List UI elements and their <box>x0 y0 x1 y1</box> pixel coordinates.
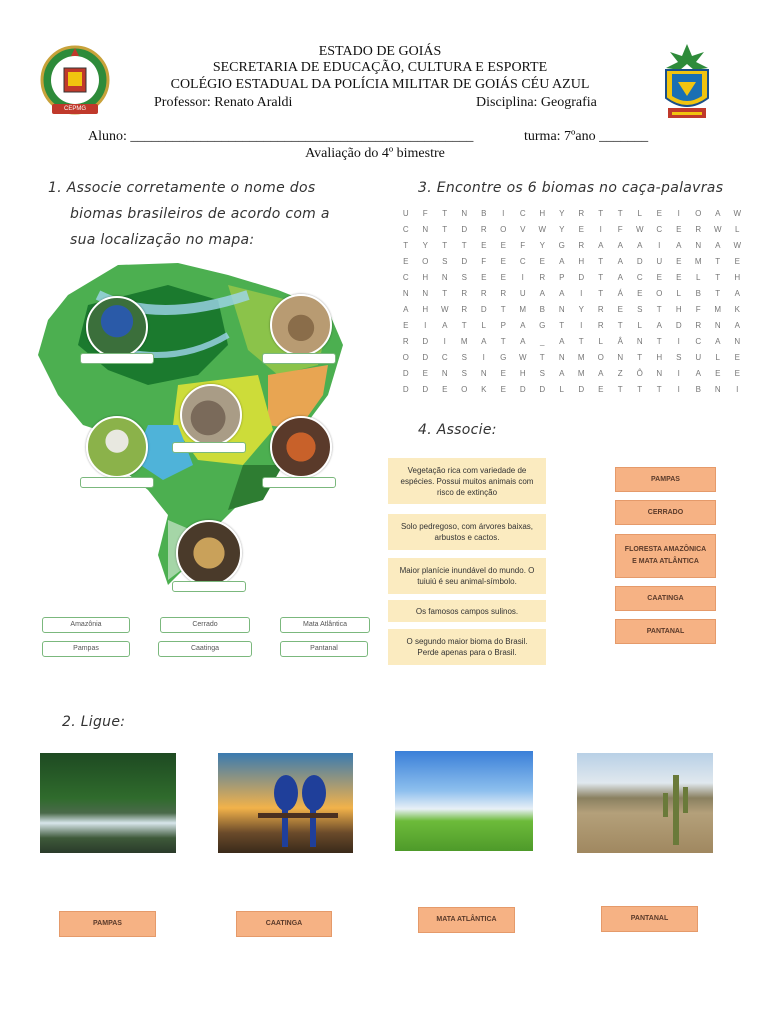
q1-line1: 1. Associe corretamente o nome dos <box>48 180 316 196</box>
q4-description-3: Maior planície inundável do mundo. O tuiuiú é seu animal-símbolo. <box>388 558 546 594</box>
header-secretariat: SECRETARIA DE EDUCAÇÃO, CULTURA E ESPORTE <box>212 60 548 75</box>
word-search-letter[interactable]: E <box>403 321 409 330</box>
word-search-letter[interactable]: N <box>422 225 429 234</box>
word-search-letter[interactable]: E <box>598 385 604 394</box>
word-search-letter[interactable]: T <box>500 337 506 346</box>
word-search-letter[interactable]: D <box>636 257 643 266</box>
word-search-letter[interactable]: K <box>734 305 740 314</box>
word-search-letter[interactable]: S <box>637 305 643 314</box>
word-search-letter[interactable]: _ <box>540 337 545 346</box>
word-search-letter[interactable]: U <box>695 353 702 362</box>
q4-description-2: Solo pedregoso, com árvores baixas, arbustos e cactos. <box>388 514 546 550</box>
word-search-letter[interactable]: C <box>519 209 526 218</box>
word-search-letter[interactable]: I <box>599 225 602 234</box>
assessment-title: Avaliação do 4º bimestre <box>305 146 445 161</box>
word-search-letter[interactable]: E <box>734 353 740 362</box>
q4-tag-pampas[interactable]: PAMPAS <box>615 467 716 492</box>
word-search-letter[interactable]: F <box>481 257 487 266</box>
word-search-letter[interactable]: I <box>658 241 661 250</box>
word-search-letter[interactable]: T <box>442 289 448 298</box>
word-search-letter[interactable]: N <box>461 209 468 218</box>
word-search-letter[interactable]: T <box>715 273 721 282</box>
word-search-letter[interactable]: N <box>558 353 565 362</box>
q4-tag-floresta-mata[interactable]: FLORESTA AMAZÔNICA E MATA ATLÂNTICA <box>615 534 716 578</box>
word-search-letter[interactable]: S <box>676 353 682 362</box>
word-search-letter[interactable]: T <box>617 321 623 330</box>
word-search-letter[interactable]: W <box>733 209 742 218</box>
word-search-letter[interactable]: H <box>578 257 585 266</box>
q4-title: 4. Associe: <box>418 422 497 438</box>
word-search-letter[interactable]: R <box>461 289 468 298</box>
word-search-letter[interactable]: L <box>735 225 740 234</box>
word-search-letter[interactable]: T <box>598 273 604 282</box>
q4-description-5: O segundo maior bioma do Brasil. Perde apenas para o Brasil. <box>388 629 546 665</box>
word-search-letter[interactable]: A <box>559 289 565 298</box>
word-search-letter[interactable]: L <box>637 321 642 330</box>
word-search-letter[interactable]: U <box>656 257 663 266</box>
word-search-letter[interactable]: N <box>441 369 448 378</box>
word-search-row <box>396 206 752 222</box>
word-search-letter[interactable]: L <box>481 321 486 330</box>
word-search-letter[interactable]: A <box>442 321 448 330</box>
word-search-letter[interactable]: S <box>461 273 467 282</box>
lizard-photo <box>270 294 332 356</box>
word-search-letter[interactable]: L <box>696 273 701 282</box>
word-search-letter[interactable]: A <box>598 241 604 250</box>
word-search-letter[interactable]: F <box>617 225 623 234</box>
word-search-row <box>396 286 752 302</box>
word-search-letter[interactable]: N <box>714 321 721 330</box>
word-search-letter[interactable]: D <box>480 305 487 314</box>
map-answer-box[interactable] <box>172 442 246 453</box>
map-answer-box[interactable] <box>262 477 336 488</box>
word-search-row <box>396 334 752 350</box>
word-search-letter[interactable]: P <box>559 273 565 282</box>
word-search-letter[interactable]: C <box>636 273 643 282</box>
word-search-letter[interactable]: I <box>736 385 739 394</box>
word-search-letter[interactable]: T <box>403 241 409 250</box>
word-search-letter[interactable]: A <box>598 369 604 378</box>
word-search-letter[interactable]: D <box>461 225 468 234</box>
word-search-letter[interactable]: M <box>519 305 527 314</box>
word-search-letter[interactable]: H <box>539 209 546 218</box>
word-search-letter[interactable]: N <box>734 337 741 346</box>
option-caatinga[interactable]: Caatinga <box>158 641 252 657</box>
word-search-letter[interactable]: R <box>578 209 585 218</box>
word-search-letter[interactable]: E <box>500 385 506 394</box>
word-search-letter[interactable]: I <box>424 321 427 330</box>
word-search-letter[interactable]: A <box>715 337 721 346</box>
word-search-row <box>396 318 752 334</box>
word-search-letter[interactable]: T <box>715 257 721 266</box>
word-search-letter[interactable]: Y <box>559 209 565 218</box>
word-search-letter[interactable]: R <box>695 225 702 234</box>
word-search-letter[interactable]: A <box>520 337 526 346</box>
word-search-letter[interactable]: O <box>422 257 429 266</box>
word-search-letter[interactable]: T <box>598 289 604 298</box>
word-search-letter[interactable]: H <box>675 305 682 314</box>
word-search-letter[interactable]: Á <box>617 289 623 298</box>
word-search-letter[interactable]: E <box>422 369 428 378</box>
word-search-letter[interactable]: L <box>559 385 564 394</box>
word-search-letter[interactable]: R <box>480 289 487 298</box>
word-search-letter[interactable]: D <box>578 385 585 394</box>
word-search-letter[interactable]: E <box>715 369 721 378</box>
word-search-letter[interactable]: S <box>539 369 545 378</box>
word-search-row <box>396 350 752 366</box>
word-search-letter[interactable]: T <box>598 209 604 218</box>
word-search-letter[interactable]: A <box>520 321 526 330</box>
word-search-letter[interactable]: D <box>402 385 409 394</box>
word-search-letter[interactable]: M <box>714 305 722 314</box>
word-search-letter[interactable]: H <box>422 273 429 282</box>
word-search-letter[interactable]: W <box>518 353 527 362</box>
word-search-letter[interactable]: T <box>442 241 448 250</box>
word-search-letter[interactable]: N <box>636 337 643 346</box>
word-search-letter[interactable]: N <box>714 385 721 394</box>
word-search-letter[interactable]: E <box>676 273 682 282</box>
ocelot-photo <box>176 520 242 586</box>
word-search-letter[interactable]: L <box>676 289 681 298</box>
word-search-letter[interactable]: A <box>734 321 740 330</box>
word-search-letter[interactable]: I <box>580 289 583 298</box>
q4-tag-caatinga[interactable]: CAATINGA <box>615 586 716 611</box>
word-search-letter[interactable]: T <box>539 353 545 362</box>
word-search-letter[interactable]: A <box>695 369 701 378</box>
word-search-letter[interactable]: T <box>637 385 643 394</box>
word-search-letter[interactable]: T <box>461 241 467 250</box>
word-search-letter[interactable]: A <box>617 257 623 266</box>
word-search-letter[interactable]: C <box>402 273 409 282</box>
word-search-letter[interactable]: D <box>675 321 682 330</box>
hyacinth-macaws-photo <box>218 753 353 853</box>
word-search-letter[interactable]: T <box>598 257 604 266</box>
word-search-letter[interactable]: D <box>422 385 429 394</box>
word-search-letter[interactable]: C <box>656 225 663 234</box>
word-search-letter[interactable]: C <box>695 337 702 346</box>
word-search-letter[interactable]: O <box>402 353 409 362</box>
word-search-grid[interactable] <box>396 206 752 398</box>
word-search-letter[interactable]: A <box>617 241 623 250</box>
word-search-letter[interactable]: Â <box>617 337 623 346</box>
forest-waterfall-photo <box>40 753 176 853</box>
option-cerrado[interactable]: Cerrado <box>160 617 250 633</box>
word-search-letter[interactable]: N <box>558 305 565 314</box>
word-search-letter[interactable]: E <box>500 273 506 282</box>
word-search-letter[interactable]: B <box>695 289 701 298</box>
word-search-letter[interactable]: T <box>617 385 623 394</box>
word-search-letter[interactable]: E <box>403 257 409 266</box>
word-search-letter[interactable]: W <box>440 305 449 314</box>
word-search-letter[interactable]: H <box>422 305 429 314</box>
word-search-letter[interactable]: E <box>734 257 740 266</box>
word-search-letter[interactable]: W <box>635 225 644 234</box>
q4-tag-pantanal[interactable]: PANTANAL <box>615 619 716 644</box>
word-search-letter[interactable]: D <box>422 337 429 346</box>
word-search-letter[interactable]: A <box>481 337 487 346</box>
word-search-letter[interactable]: E <box>500 369 506 378</box>
word-search-letter[interactable]: E <box>442 385 448 394</box>
map-answer-box[interactable] <box>80 477 154 488</box>
map-answer-box[interactable] <box>80 353 154 364</box>
word-search-letter[interactable]: M <box>577 369 585 378</box>
word-search-letter[interactable]: N <box>617 353 624 362</box>
word-search-letter[interactable]: N <box>695 241 702 250</box>
word-search-letter[interactable]: Ô <box>636 369 643 378</box>
word-search-letter[interactable]: A <box>559 257 565 266</box>
word-search-letter[interactable]: N <box>480 369 487 378</box>
word-search-letter[interactable]: T <box>578 337 584 346</box>
word-search-letter[interactable]: T <box>442 225 448 234</box>
word-search-letter[interactable]: E <box>656 273 662 282</box>
header-school: COLÉGIO ESTADUAL DA POLÍCIA MILITAR DE GOIÁS CÉU AZUL <box>170 77 590 92</box>
word-search-letter[interactable]: Y <box>422 241 428 250</box>
word-search-letter[interactable]: E <box>656 209 662 218</box>
q4-description-1: Vegetação rica com variedade de espécies. Possui muitos animais com risco de extinção <box>388 458 546 504</box>
option-amazonia[interactable]: Amazônia <box>42 617 130 633</box>
word-search-row <box>396 270 752 286</box>
word-search-letter[interactable]: I <box>677 369 680 378</box>
q2-tag-mata-atlantica[interactable]: MATA ATLÂNTICA <box>418 907 515 933</box>
word-search-letter[interactable]: R <box>597 321 604 330</box>
map-answer-box[interactable] <box>262 353 336 364</box>
word-search-letter[interactable]: T <box>559 321 565 330</box>
word-search-letter[interactable]: O <box>656 289 663 298</box>
word-search-letter[interactable]: D <box>402 369 409 378</box>
word-search-letter[interactable]: C <box>519 257 526 266</box>
word-search-row <box>396 302 752 318</box>
word-search-letter[interactable]: V <box>520 225 526 234</box>
header-professor: Professor: Renato Araldi <box>154 95 293 110</box>
word-search-letter[interactable]: F <box>695 305 701 314</box>
word-search-letter[interactable]: T <box>656 337 662 346</box>
word-search-letter[interactable]: R <box>500 289 507 298</box>
header-discipline: Disciplina: Geografia <box>476 95 597 110</box>
word-search-letter[interactable]: Z <box>617 369 623 378</box>
q4-description-4: Os famosos campos sulinos. <box>388 600 546 622</box>
word-search-row <box>396 366 752 382</box>
option-pantanal[interactable]: Pantanal <box>280 641 368 657</box>
map-answer-box[interactable] <box>172 581 246 592</box>
word-search-letter[interactable]: K <box>481 385 487 394</box>
word-search-letter[interactable]: N <box>441 273 448 282</box>
word-search-row <box>396 254 752 270</box>
word-search-letter[interactable]: R <box>597 305 604 314</box>
q2-tag-pampas[interactable]: PAMPAS <box>59 911 156 937</box>
word-search-letter[interactable]: N <box>402 289 409 298</box>
word-search-letter[interactable]: E <box>539 257 545 266</box>
word-search-letter[interactable]: E <box>734 369 740 378</box>
dry-scrub-photo <box>577 753 713 853</box>
word-search-letter[interactable]: F <box>520 241 526 250</box>
q2-title: 2. Ligue: <box>62 714 126 730</box>
word-search-letter[interactable]: T <box>715 289 721 298</box>
word-search-row <box>396 382 752 398</box>
word-search-letter[interactable]: D <box>578 273 585 282</box>
word-search-letter[interactable]: U <box>519 289 526 298</box>
word-search-letter[interactable]: B <box>539 305 545 314</box>
school-logo <box>38 44 112 118</box>
word-search-letter[interactable]: T <box>442 209 448 218</box>
word-search-letter[interactable]: E <box>676 225 682 234</box>
word-search-letter[interactable]: E <box>578 225 584 234</box>
word-search-letter[interactable]: B <box>695 385 701 394</box>
word-search-letter[interactable]: W <box>538 225 547 234</box>
q3-title: 3. Encontre os 6 biomas no caça-palavras <box>418 180 724 196</box>
word-search-letter[interactable]: T <box>500 305 506 314</box>
word-search-letter[interactable]: I <box>502 209 505 218</box>
school-logo-text: CEPMG <box>63 106 86 112</box>
word-search-letter[interactable]: R <box>480 225 487 234</box>
word-search-letter[interactable]: A <box>715 241 721 250</box>
word-search-letter[interactable]: W <box>713 225 722 234</box>
word-search-letter[interactable]: R <box>578 241 585 250</box>
word-search-letter[interactable]: M <box>694 257 702 266</box>
option-mata-atlantica[interactable]: Mata Atlântica <box>280 617 370 633</box>
word-search-letter[interactable]: O <box>597 353 604 362</box>
macaw-photo <box>86 296 148 358</box>
word-search-letter[interactable]: G <box>558 241 565 250</box>
word-search-letter[interactable]: H <box>734 273 741 282</box>
word-search-letter[interactable]: A <box>539 289 545 298</box>
word-search-letter[interactable]: C <box>402 225 409 234</box>
state-coat-of-arms <box>654 42 720 124</box>
student-name-line[interactable]: Aluno: _________________________________________________ <box>88 129 474 144</box>
word-search-letter[interactable]: L <box>637 209 642 218</box>
word-search-letter[interactable]: F <box>422 209 428 218</box>
word-search-letter[interactable]: L <box>715 353 720 362</box>
word-search-letter[interactable]: T <box>461 321 467 330</box>
word-search-letter[interactable]: R <box>539 273 546 282</box>
word-search-letter[interactable]: D <box>422 353 429 362</box>
word-search-letter[interactable]: E <box>481 273 487 282</box>
word-search-letter[interactable]: E <box>500 257 506 266</box>
word-search-letter[interactable]: U <box>402 209 409 218</box>
word-search-letter[interactable]: Y <box>578 305 584 314</box>
word-search-row <box>396 222 752 238</box>
word-search-letter[interactable]: I <box>677 337 680 346</box>
q1-line2: biomas brasileiros de acordo com a <box>70 206 330 222</box>
word-search-letter[interactable]: I <box>677 385 680 394</box>
word-search-letter[interactable]: H <box>656 353 663 362</box>
word-search-letter[interactable]: A <box>637 241 643 250</box>
word-search-letter[interactable]: I <box>443 337 446 346</box>
grassland-photo <box>395 751 533 851</box>
q2-tag-caatinga[interactable]: CAATINGA <box>236 911 332 937</box>
q1-line3: sua localização no mapa: <box>70 232 255 248</box>
word-search-letter[interactable]: S <box>461 353 467 362</box>
word-search-letter[interactable]: B <box>481 209 487 218</box>
word-search-letter[interactable]: I <box>482 353 485 362</box>
capybara-photo <box>180 384 242 446</box>
word-search-letter[interactable]: R <box>695 321 702 330</box>
word-search-letter[interactable]: E <box>617 305 623 314</box>
word-search-letter[interactable]: E <box>481 241 487 250</box>
word-search-row <box>396 238 752 254</box>
class-line[interactable]: turma: 7ºano _______ <box>524 129 649 144</box>
word-search-letter[interactable]: S <box>461 369 467 378</box>
word-search-letter[interactable]: D <box>519 385 526 394</box>
word-search-letter[interactable]: Y <box>539 241 545 250</box>
option-pampas[interactable]: Pampas <box>42 641 130 657</box>
word-search-letter[interactable]: D <box>461 257 468 266</box>
word-search-letter[interactable]: A <box>617 273 623 282</box>
word-search-letter[interactable]: N <box>656 369 663 378</box>
word-search-letter[interactable]: C <box>441 353 448 362</box>
word-search-letter[interactable]: R <box>461 305 468 314</box>
jabiru-photo <box>86 416 148 478</box>
word-search-letter[interactable]: O <box>461 385 468 394</box>
word-search-letter[interactable]: E <box>500 241 506 250</box>
word-search-letter[interactable]: T <box>656 385 662 394</box>
word-search-letter[interactable]: N <box>422 289 429 298</box>
q4-tag-cerrado[interactable]: CERRADO <box>615 500 716 525</box>
word-search-letter[interactable]: R <box>402 337 409 346</box>
word-search-letter[interactable]: T <box>617 209 623 218</box>
word-search-letter[interactable]: D <box>539 385 546 394</box>
word-search-letter[interactable]: A <box>656 321 662 330</box>
word-search-letter[interactable]: W <box>733 241 742 250</box>
word-search-letter[interactable]: T <box>656 305 662 314</box>
word-search-letter[interactable]: L <box>598 337 603 346</box>
q2-tag-pantanal[interactable]: PANTANAL <box>601 906 698 932</box>
word-search-letter[interactable]: A <box>559 337 565 346</box>
monkey-photo <box>270 416 332 478</box>
word-search-letter[interactable]: E <box>676 257 682 266</box>
word-search-letter[interactable]: I <box>677 209 680 218</box>
word-search-letter[interactable]: P <box>500 321 506 330</box>
word-search-letter[interactable]: G <box>539 321 546 330</box>
word-search-letter[interactable]: A <box>559 369 565 378</box>
word-search-letter[interactable]: G <box>500 353 507 362</box>
word-search-letter[interactable]: Y <box>559 225 565 234</box>
word-search-letter[interactable]: E <box>637 289 643 298</box>
word-search-letter[interactable]: T <box>637 353 643 362</box>
word-search-letter[interactable]: M <box>460 337 468 346</box>
word-search-letter[interactable]: H <box>519 369 526 378</box>
word-search-letter[interactable]: A <box>715 209 721 218</box>
word-search-letter[interactable]: O <box>500 225 507 234</box>
word-search-letter[interactable]: A <box>676 241 682 250</box>
word-search-letter[interactable]: I <box>521 273 524 282</box>
word-search-letter[interactable]: A <box>734 289 740 298</box>
word-search-letter[interactable]: S <box>442 257 448 266</box>
word-search-letter[interactable]: I <box>580 321 583 330</box>
word-search-letter[interactable]: M <box>577 353 585 362</box>
header-state: ESTADO DE GOIÁS <box>318 44 442 59</box>
word-search-letter[interactable]: A <box>403 305 409 314</box>
word-search-letter[interactable]: O <box>695 209 702 218</box>
